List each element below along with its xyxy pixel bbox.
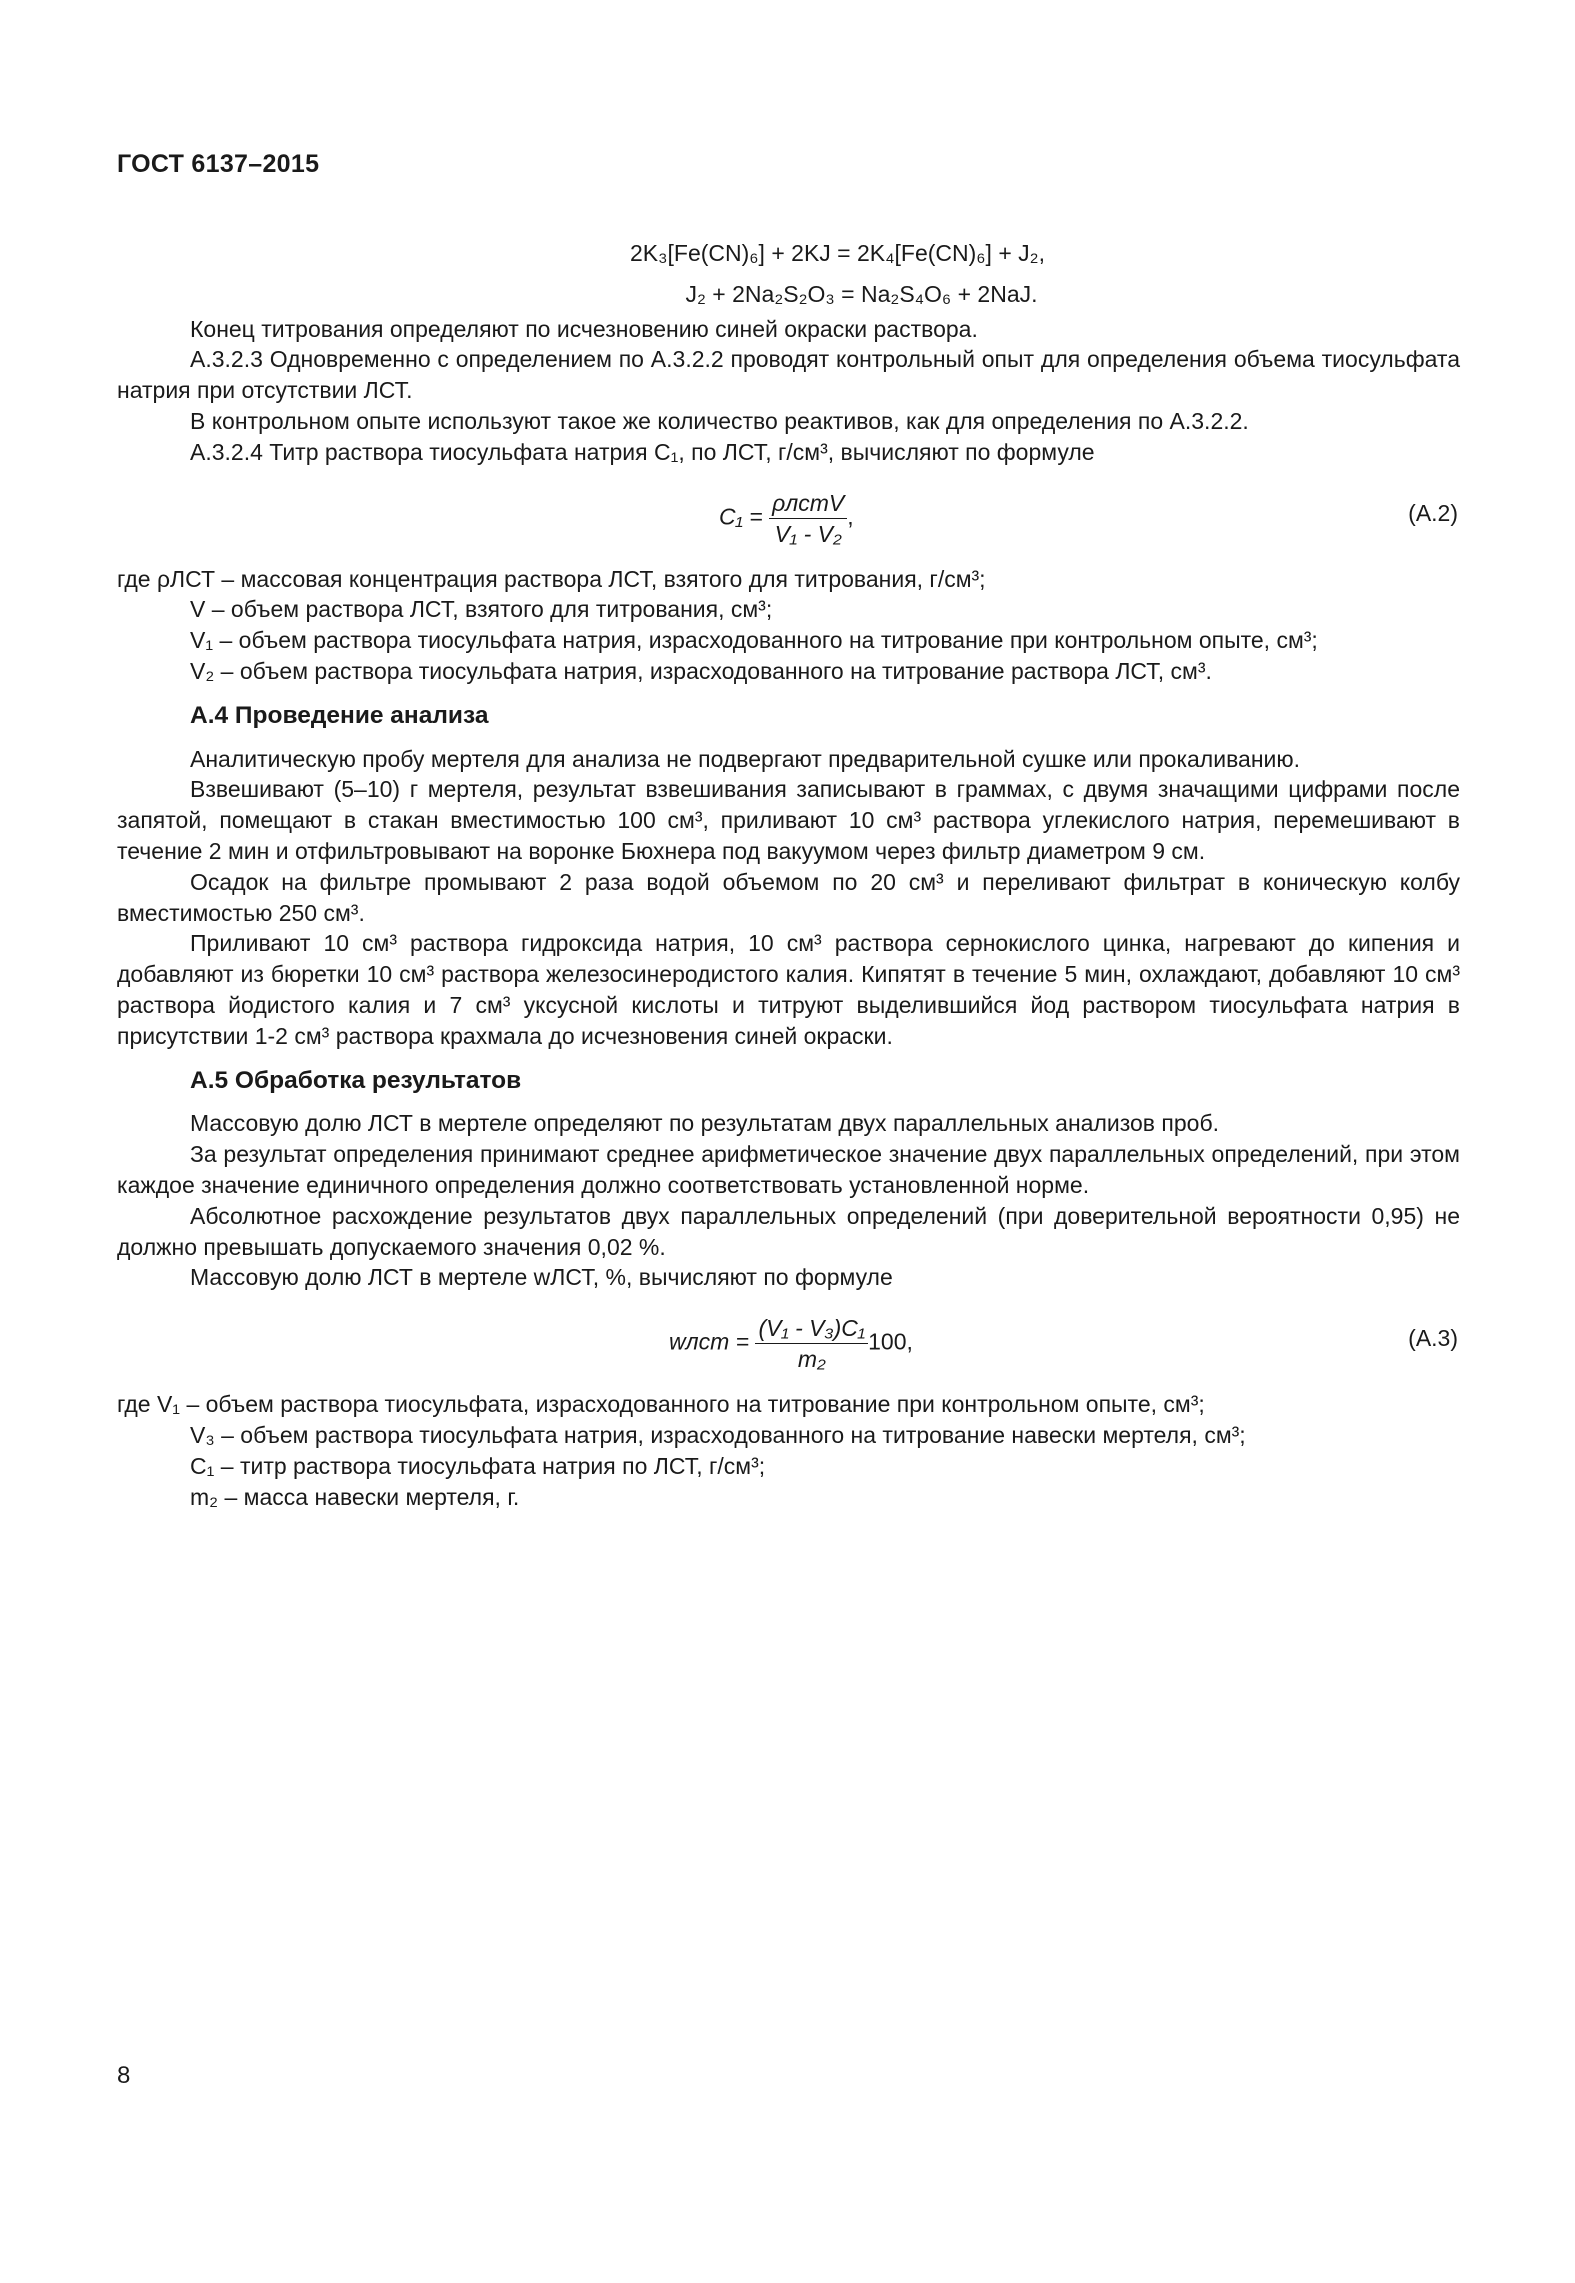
section-a5-heading: А.5 Обработка результатов bbox=[190, 1066, 522, 1094]
page-number: 8 bbox=[117, 2062, 131, 2089]
formula-a2-denominator: V₁ - V₂ bbox=[774, 520, 842, 547]
paragraph-control-test: В контрольном опыте используют такое же количество реактивов, как для определения по А.3.2.2. bbox=[190, 407, 1249, 434]
formula-a2-lhs: C₁ = bbox=[719, 503, 763, 530]
paragraph-a-3-2-4: А.3.2.4 Титр раствора тиосульфата натрия C₁, по ЛСТ, г/см³, вычисляют по формуле bbox=[190, 438, 1095, 465]
where-a3-line-2: V₃ – объем раствора тиосульфата натрия, израсходованного на титрование навески мертеля, см³; bbox=[190, 1421, 1246, 1448]
formula-a3-fraction bbox=[755, 1313, 868, 1374]
where-a2-line-4: V₂ – объем раствора тиосульфата натрия, израсходованного на титрование раствора ЛСТ, см³. bbox=[190, 657, 1212, 684]
paragraph-a5-4: Массовую долю ЛСТ в мертеле wЛСТ, %, вычисляют по формуле bbox=[190, 1264, 893, 1291]
where-a3-line-1: где V₁ – объем раствора тиосульфата, израсходованного на титрование при контрольном опыте, см³; bbox=[117, 1391, 1205, 1418]
paragraph-a5-1: Массовую долю ЛСТ в мертеле определяют по результатам двух параллельных анализов проб. bbox=[190, 1110, 1220, 1137]
formula-a3 bbox=[117, 1293, 1460, 1389]
formula-a3-tail: 100, bbox=[868, 1328, 913, 1355]
document-header: ГОСТ 6137–2015 bbox=[117, 150, 320, 178]
formula-a3-numerator: (V₁ - V₃)C₁ bbox=[755, 1313, 868, 1344]
paragraph-a5-2: За результат определения принимают среднее арифметическое значение двух параллельных определений, при этом каждое значение единичного определения должно соответствовать установленной норме. bbox=[117, 1141, 1460, 1198]
formula-a3-lhs: wлст = bbox=[669, 1328, 750, 1355]
where-a2-line-1: где ρЛСТ – массовая концентрация раствора ЛСТ, взятого для титрования, г/см³; bbox=[117, 565, 986, 592]
formula-a2-numerator: ρлстV bbox=[769, 488, 847, 519]
paragraph-a4-1: Аналитическую пробу мертеля для анализа не подвергают предварительной сушке или прокаливанию. bbox=[190, 745, 1301, 772]
paragraph-a4-4: Приливают 10 см³ раствора гидроксида натрия, 10 см³ раствора сернокислого цинка, нагревают до кипения и добавляют из бюретки 10 см³ раствора железосинеродистого калия. Кипятят в течение 5 мин, охлаждают, добавляют 10 см³ раствора йодистого калия и 7 см³ уксусной кислоты и титруют выделившийся йод раствором тиосульфата натрия в присутствии 1-2 см³ раствора крахмала до исчезновения синей окраски. bbox=[117, 930, 1460, 1049]
paragraph-a-3-2-3: А.3.2.3 Одновременно с определением по А.3.2.2 проводят контрольный опыт для определения объема тиосульфата натрия при отсутствии ЛСТ. bbox=[117, 346, 1460, 404]
equation-reaction-1: 2K₃[Fe(CN)₆] + 2KJ = 2K₄[Fe(CN)₆] + J₂, bbox=[630, 240, 1045, 266]
paragraph-a5-3: Абсолютное расхождение результатов двух параллельных определений (при доверительной вероятности 0,95) не должно превышать допускаемого значения 0,02 %. bbox=[117, 1202, 1460, 1260]
where-a2-line-2: V – объем раствора ЛСТ, взятого для титрования, см³; bbox=[190, 596, 773, 623]
equation-reaction-2: J₂ + 2Na₂S₂O₃ = Na₂S₄O₆ + 2NaJ. bbox=[685, 280, 1038, 307]
formula-a2-fraction bbox=[769, 488, 847, 549]
where-a2-line-3: V₁ – объем раствора тиосульфата натрия, израсходованного на титрование при контрольном опыте, см³; bbox=[190, 627, 1318, 654]
section-a4-heading: А.4 Проведение анализа bbox=[190, 701, 489, 729]
where-a3-line-3: C₁ – титр раствора тиосульфата натрия по ЛСТ, г/см³; bbox=[190, 1452, 766, 1479]
formula-a2-number: (А.2) bbox=[1408, 499, 1458, 526]
formula-a2 bbox=[117, 468, 1460, 564]
paragraph-titration-end: Конец титрования определяют по исчезновению синей окраски раствора. bbox=[190, 315, 978, 342]
formula-a3-denominator: m₂ bbox=[797, 1346, 826, 1373]
formula-a3-number: (А.3) bbox=[1408, 1325, 1458, 1352]
formula-a2-tail: , bbox=[847, 503, 854, 530]
where-a3-line-4: m₂ – масса навески мертеля, г. bbox=[190, 1483, 520, 1510]
paragraph-a4-3: Осадок на фильтре промывают 2 раза водой объемом по 20 см³ и переливают фильтрат в коническую колбу вместимостью 250 см³. bbox=[117, 868, 1460, 926]
document-body bbox=[117, 238, 1460, 1512]
paragraph-a4-2: Взвешивают (5–10) г мертеля, результат взвешивания записывают в граммах, с двумя значащими цифрами после запятой, помещают в стакан вместимостью 100 см³, приливают 10 см³ раствора углекислого натрия, перемешивают в течение 2 мин и отфильтровывают на воронке Бюхнера под вакуумом через фильтр диаметром 9 см. bbox=[117, 776, 1460, 864]
